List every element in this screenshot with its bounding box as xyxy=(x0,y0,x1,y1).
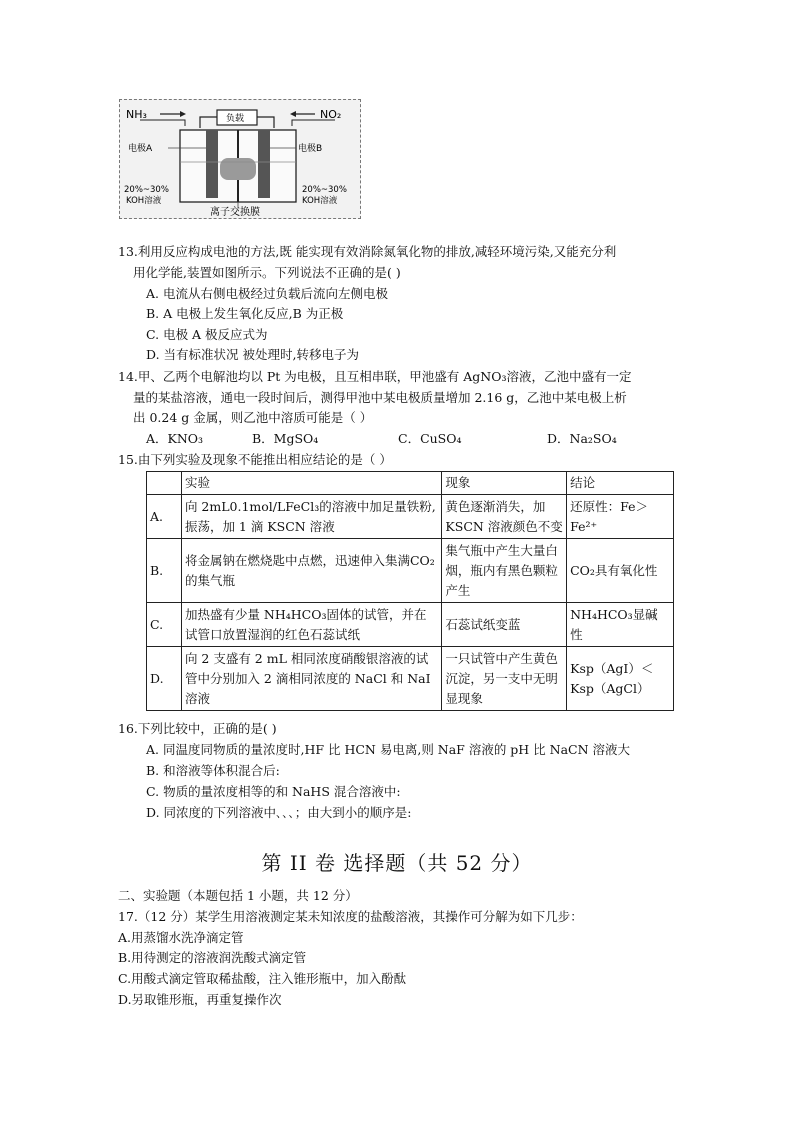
q16-option-a: A. 同温度同物质的量浓度时,HF 比 HCN 易电离,则 NaF 溶液的 pH 比 NaCN 溶液大 xyxy=(146,742,631,757)
table-header-row xyxy=(147,472,674,495)
q16-option-c: C. 物质的量浓度相等的和 NaHS 混合溶液中: xyxy=(146,784,401,799)
q14-option-c: C．CuSO₄ xyxy=(398,431,462,446)
q17-step-b: B.用待测定的溶液润洗酸式滴定管 xyxy=(118,950,307,965)
table-row xyxy=(147,603,674,647)
q13-option-d: D. 当有标准状况 被处理时,转移电子为 xyxy=(146,347,359,362)
table-row xyxy=(147,539,674,603)
q14-option-d: D．Na₂SO₄ xyxy=(547,431,617,446)
electrode-a-rect xyxy=(206,130,218,198)
q14-stem-line1: 14.甲、乙两个电解池均以 Pt 为电极，且互相串联，甲池盛有 AgNO₃溶液，乙池中盛有一定 xyxy=(118,369,632,384)
table-cell-label: A. xyxy=(147,495,182,539)
q14-option-a: A．KNO₃ xyxy=(146,431,204,446)
table-cell-label: C. xyxy=(147,603,182,647)
section-heading: 二、实验题（本题包括 1 小题，共 12 分） xyxy=(118,888,358,903)
electrode-b-label: 电极B xyxy=(298,144,323,154)
table-cell-phenomenon: 黄色逐渐消失，加KSCN 溶液颜色不变 xyxy=(442,495,567,539)
koh-left-label-2: KOH溶液 xyxy=(126,196,162,206)
q13-stem-line1: 13.利用反应构成电池的方法,既 能实现有效消除氮氧化物的排放,减轻环境污染,又能充分利 xyxy=(118,244,617,259)
table-header-cell: 结论 xyxy=(567,472,674,495)
table-cell-experiment: 向 2 支盛有 2 mL 相同浓度硝酸银溶液的试管中分别加入 2 滴相同浓度的 NaCl 和 NaI溶液 xyxy=(181,647,441,711)
table-cell-phenomenon: 一只试管中产生黄色沉淀，另一支中无明显现象 xyxy=(442,647,567,711)
table-cell-experiment: 向 2mL0.1mol/LFeCl₃的溶液中加足量铁粉,振荡，加 1 滴 KSCN 溶液 xyxy=(181,495,441,539)
electrode-a-label: 电极A xyxy=(128,144,153,154)
q13-option-c: C. 电极 A 极反应式为 xyxy=(146,327,268,342)
koh-right-label: 20%~30% xyxy=(302,185,347,195)
table-cell-experiment: 加热盛有少量 NH₄HCO₃固体的试管，并在试管口放置湿润的红色石蕊试纸 xyxy=(181,603,441,647)
q14-option-b: B．MgSO₄ xyxy=(252,431,319,446)
q17-stem: 17.（12 分）某学生用溶液测定某未知浓度的盐酸溶液，其操作可分解为如下几步： xyxy=(118,909,583,924)
table-header-cell: 现象 xyxy=(442,472,567,495)
table-header-cell: 实验 xyxy=(181,472,441,495)
table-cell-phenomenon: 石蕊试纸变蓝 xyxy=(442,603,567,647)
load-label: 负载 xyxy=(226,114,245,124)
q16-stem: 16.下列比较中，正确的是( ) xyxy=(118,721,277,736)
membrane-blur xyxy=(220,158,256,180)
q13-option-b: B. A 电极上发生氧化反应,B 为正极 xyxy=(146,306,344,321)
nh3-label: NH₃ xyxy=(126,108,147,121)
q13-stem-line2: 用化学能,装置如图所示。下列说法不正确的是( ) xyxy=(133,265,401,280)
q17-step-a: A.用蒸馏水洗净滴定管 xyxy=(118,930,244,945)
q16-option-b: B. 和溶液等体积混合后: xyxy=(146,763,280,778)
table-row xyxy=(147,647,674,711)
q13-option-a: A. 电流从右侧电极经过负载后流向左侧电极 xyxy=(146,286,388,301)
table-row xyxy=(147,495,674,539)
q14-stem-line2: 量的某盐溶液，通电一段时间后，测得甲池中某电极质量增加 2.16 g，乙池中某电极上析 xyxy=(133,390,627,405)
q17-step-c: C.用酸式滴定管取稀盐酸，注入锥形瓶中，加入酚酞 xyxy=(118,971,407,986)
table-cell-phenomenon: 集气瓶中产生大量白烟，瓶内有黑色颗粒产生 xyxy=(442,539,567,603)
no2-label: NO₂ xyxy=(320,108,342,121)
electrode-b-rect xyxy=(258,130,270,198)
table-cell-label: D. xyxy=(147,647,182,711)
koh-left-label: 20%~30% xyxy=(124,185,169,195)
q14-stem-line3: 出 0.24 g 金属，则乙池中溶质可能是（ ） xyxy=(133,410,373,425)
table-cell-experiment: 将金属钠在燃烧匙中点燃，迅速伸入集满CO₂的集气瓶 xyxy=(181,539,441,603)
membrane-label: 离子交换膜 xyxy=(210,207,260,218)
koh-right-label-2: KOH溶液 xyxy=(302,196,338,206)
table-cell-conclusion: NH₄HCO₃显碱性 xyxy=(567,603,674,647)
q16-option-d: D. 同浓度的下列溶液中､､､；由大到小的顺序是: xyxy=(146,805,412,820)
q17-step-d: D.另取锥形瓶，再重复操作次 xyxy=(118,992,282,1007)
fuel-cell-diagram xyxy=(119,99,361,219)
fuel-cell-svg xyxy=(120,100,360,218)
q15-table xyxy=(146,471,674,711)
table-cell-conclusion: Ksp（AgI）＜Ksp（AgCl） xyxy=(567,647,674,711)
table-header-cell xyxy=(147,472,182,495)
section-title: 第 II 卷 选择题（共 52 分） xyxy=(261,851,533,875)
table-cell-label: B. xyxy=(147,539,182,603)
table-cell-conclusion: CO₂具有氧化性 xyxy=(567,539,674,603)
table-cell-conclusion: 还原性：Fe＞Fe²⁺ xyxy=(567,495,674,539)
q15-stem: 15.由下列实验及现象不能推出相应结论的是（ ） xyxy=(118,452,392,467)
